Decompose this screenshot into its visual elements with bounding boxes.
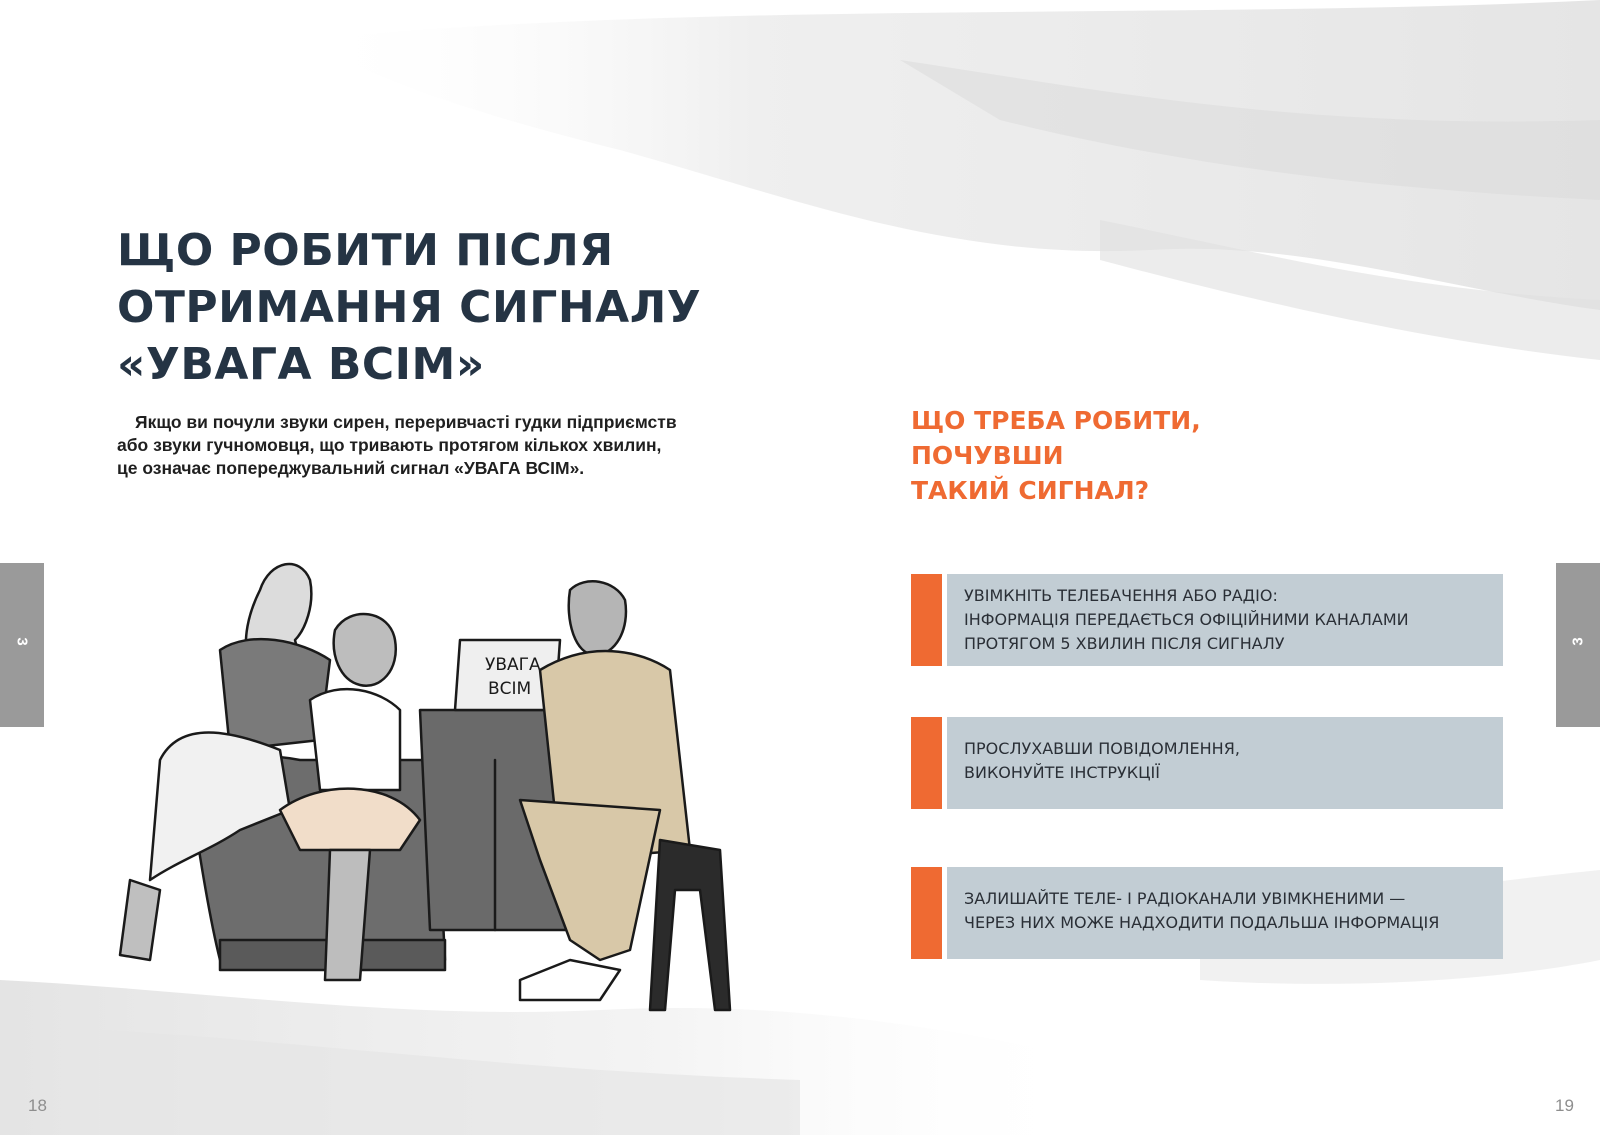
- section-tab-label: 3: [1569, 637, 1587, 646]
- step-text-box: [947, 717, 1503, 809]
- step-card: [911, 717, 1503, 809]
- page-number-left: 18: [28, 1096, 47, 1115]
- title-line: ЩО РОБИТИ ПІСЛЯ: [117, 225, 614, 276]
- step-line: ПРОТЯГОМ 5 ХВИЛИН ПІСЛЯ СИГНАЛУ: [964, 634, 1285, 653]
- step-line: ЧЕРЕЗ НИХ МОЖЕ НАДХОДИТИ ПОДАЛЬША ІНФОРМАЦІЯ: [964, 913, 1440, 932]
- illustration-family-listening-radio: [100, 560, 750, 1030]
- step-card: [911, 867, 1503, 959]
- step-line: УВІМКНІТЬ ТЕЛЕБАЧЕННЯ АБО РАДІО:: [964, 586, 1278, 605]
- step-text-box: [947, 574, 1503, 666]
- page-title: [117, 222, 701, 393]
- tv-text-line: УВАГА: [485, 655, 541, 675]
- step-text-box: [947, 867, 1503, 959]
- intro-line: або звуки гучномовця, що тривають протягом кількох хвилин,: [117, 435, 662, 455]
- intro-line: це означає попереджувальний сигнал «УВАГА ВСІМ».: [117, 458, 585, 478]
- step-marker: [911, 717, 942, 809]
- step-line: ВИКОНУЙТЕ ІНСТРУКЦІЇ: [964, 763, 1160, 782]
- question-line: ТАКИЙ СИГНАЛ?: [911, 476, 1150, 505]
- step-line: ПРОСЛУХАВШИ ПОВІДОМЛЕННЯ,: [964, 739, 1240, 758]
- step-marker: [911, 574, 942, 666]
- section-tab-right: [1556, 563, 1600, 727]
- section-tab-left: [0, 563, 44, 727]
- section-tab-label: 3: [13, 637, 31, 646]
- intro-paragraph: [117, 411, 737, 480]
- question-line: ПОЧУВШИ: [911, 441, 1064, 470]
- question-heading: [911, 403, 1201, 508]
- question-line: ЩО ТРЕБА РОБИТИ,: [911, 406, 1201, 435]
- step-card: [911, 574, 1503, 666]
- page-number-right: 19: [1555, 1096, 1574, 1115]
- step-line: ІНФОРМАЦІЯ ПЕРЕДАЄТЬСЯ ОФІЦІЙНИМИ КАНАЛАМИ: [964, 610, 1409, 629]
- title-line: ОТРИМАННЯ СИГНАЛУ: [117, 282, 702, 333]
- title-line: «УВАГА ВСІМ»: [117, 339, 485, 390]
- tv-text-line: ВСІМ: [488, 679, 532, 699]
- step-line: ЗАЛИШАЙТЕ ТЕЛЕ- І РАДІОКАНАЛИ УВІМКНЕНИМИ —: [964, 889, 1406, 908]
- step-marker: [911, 867, 942, 959]
- intro-line: Якщо ви почули звуки сирен, переривчасті гудки підприємств: [135, 412, 677, 432]
